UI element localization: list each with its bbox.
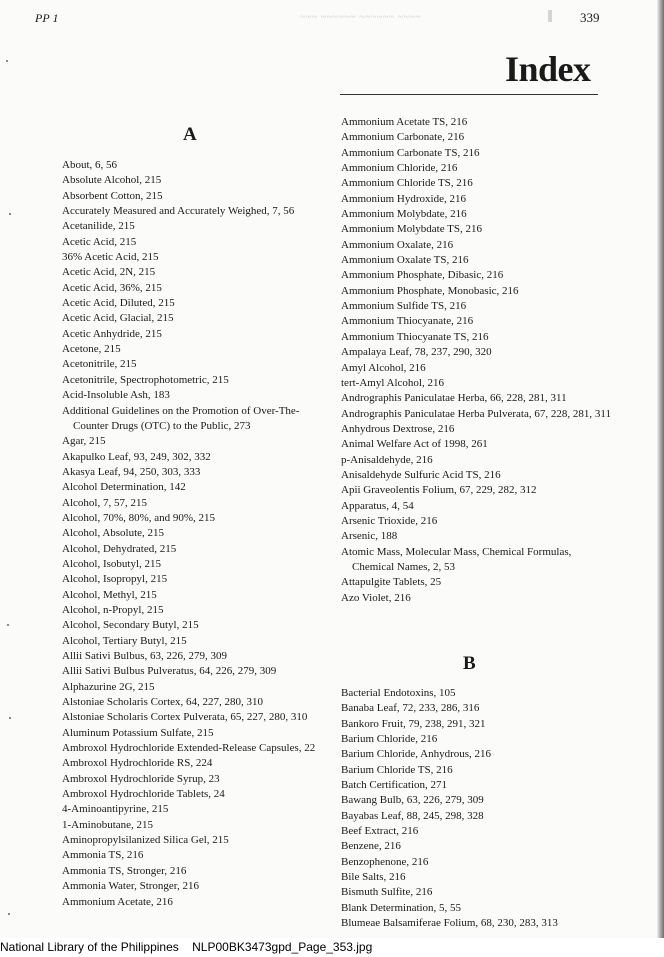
scan-speck	[9, 717, 11, 719]
index-entry: Absorbent Cotton, 215	[62, 189, 163, 202]
index-entry: Alstoniae Scholaris Cortex, 64, 227, 280, 310	[62, 696, 264, 709]
index-entry: Bacterial Endotoxins, 105	[341, 687, 456, 699]
index-entry: Agar, 215	[62, 435, 106, 448]
index-entry: Absolute Alcohol, 215	[62, 174, 162, 187]
index-entry: Blank Determination, 5, 55	[341, 901, 462, 914]
index-entry: Ammonium Carbonate TS, 216	[341, 146, 480, 159]
index-entry: Aluminum Potassium Sulfate, 215	[62, 726, 214, 739]
bleed-through-mark	[548, 10, 552, 22]
index-entry: Ammonia TS, Stronger, 216	[62, 864, 187, 877]
index-column-right-a	[341, 115, 611, 606]
index-entry: Alcohol, Dehydrated, 215	[62, 542, 177, 555]
index-entry: tert-Amyl Alcohol, 216	[341, 376, 444, 389]
index-entry: Alcohol Determination, 142	[62, 481, 186, 494]
scan-speck	[7, 624, 9, 626]
index-entry: p-Anisaldehyde, 216	[341, 453, 433, 466]
index-entry: Bankoro Fruit, 79, 238, 291, 321	[341, 717, 486, 730]
index-entry: Blumeae Balsamiferae Folium, 68, 230, 283, 313	[341, 917, 558, 930]
index-entry: Atomic Mass, Molecular Mass, Chemical Formulas, Chemical Names, 2, 53	[341, 545, 572, 573]
index-entry: Ammonia Water, Stronger, 216	[62, 880, 200, 893]
index-entry: Benzene, 216	[341, 840, 401, 853]
index-column-right-b	[341, 686, 611, 932]
index-entry: Acetone, 215	[62, 343, 121, 356]
index-entry: Azo Violet, 216	[341, 591, 411, 604]
index-entry: Acetanilide, 215	[62, 220, 135, 233]
index-entry: Ammonium Phosphate, Dibasic, 216	[341, 269, 504, 282]
footer-file-name: NLP00BK3473gpd_Page_353.jpg	[192, 940, 373, 954]
index-entry: Ampalaya Leaf, 78, 237, 290, 320	[341, 346, 492, 359]
index-entry: Ammonium Acetate TS, 216	[341, 116, 468, 128]
index-entry: Bayabas Leaf, 88, 245, 298, 328	[341, 809, 484, 822]
index-entry: Ammonium Oxalate, 216	[341, 238, 454, 251]
index-entry: Akasya Leaf, 94, 250, 303, 333	[62, 465, 201, 478]
index-entry: Ammonium Chloride TS, 216	[341, 177, 473, 190]
footer-caption	[0, 940, 372, 954]
index-entry: Ambroxol Hydrochloride Tablets, 24	[62, 788, 225, 801]
index-entry: Accurately Measured and Accurately Weighed, 7, 56	[62, 205, 295, 218]
footer-library: National Library of the Philippines	[0, 940, 179, 954]
index-entry: Acetic Acid, 215	[62, 235, 137, 248]
index-entry: Bawang Bulb, 63, 226, 279, 309	[341, 794, 484, 807]
index-entry: Acetic Acid, Diluted, 215	[62, 297, 175, 310]
page-number: 339	[580, 10, 600, 25]
index-entry: Alcohol, Methyl, 215	[62, 588, 157, 601]
index-entry: Acetic Acid, Glacial, 215	[62, 312, 174, 325]
page-edge-shadow	[657, 0, 664, 938]
index-entry: Akapulko Leaf, 93, 249, 302, 332	[62, 450, 211, 463]
index-entry: Ammonium Thiocyanate TS, 216	[341, 330, 489, 343]
running-head: PP 1	[35, 11, 59, 25]
index-entry: Bismuth Sulfite, 216	[341, 886, 433, 899]
index-entry: Barium Chloride, 216	[341, 733, 438, 746]
index-entry: Alcohol, Isobutyl, 215	[62, 557, 161, 570]
index-entry: Ammonium Thiocyanate, 216	[341, 315, 474, 328]
index-entry: Attapulgite Tablets, 25	[341, 576, 442, 589]
index-entry: Animal Welfare Act of 1998, 261	[341, 438, 488, 451]
index-entry: Andrographis Paniculatae Herba, 66, 228, 281, 311	[341, 392, 567, 405]
index-entry: Alcohol, Absolute, 215	[62, 527, 165, 540]
index-entry: Bile Salts, 216	[341, 871, 406, 884]
index-entry: Ammonium Carbonate, 216	[341, 131, 465, 144]
index-entry: Alcohol, Tertiary Butyl, 215	[62, 634, 187, 647]
scan-speck	[9, 213, 11, 215]
index-entry: Amyl Alcohol, 216	[341, 361, 426, 374]
bleed-through-text: ~~~ ~~~~~~ ~~~~~~ ~~~~	[300, 12, 422, 23]
index-entry: Alstoniae Scholaris Cortex Pulverata, 65, 227, 280, 310	[62, 711, 308, 724]
index-entry: Alphazurine 2G, 215	[62, 680, 155, 693]
index-entry: Allii Sativi Bulbus Pulveratus, 64, 226, 279, 309	[62, 665, 277, 678]
index-entry: Acid-Insoluble Ash, 183	[62, 389, 170, 402]
index-entry: Ambroxol Hydrochloride Extended-Release Capsules, 22	[62, 742, 316, 755]
index-entry: Alcohol, Isopropyl, 215	[62, 573, 168, 586]
index-entry: Barium Chloride, Anhydrous, 216	[341, 748, 492, 761]
index-entry: Acetonitrile, 215	[62, 358, 137, 371]
index-entry: 36% Acetic Acid, 215	[62, 251, 159, 264]
scan-speck	[6, 60, 8, 62]
index-entry: Ammonium Hydroxide, 216	[341, 192, 466, 205]
index-entry: Ammonium Chloride, 216	[341, 162, 458, 175]
index-entry: Arsenic, 188	[341, 530, 398, 543]
index-entry: Ammonium Oxalate TS, 216	[341, 254, 469, 267]
index-entry: Aminopropylsilanized Silica Gel, 215	[62, 834, 229, 847]
index-entry: Ammonium Phosphate, Monobasic, 216	[341, 284, 519, 297]
index-entry: Ammonium Molybdate TS, 216	[341, 223, 482, 236]
index-entry: Arsenic Trioxide, 216	[341, 514, 438, 527]
scan-speck	[8, 913, 10, 915]
index-entry: Acetic Anhydride, 215	[62, 327, 162, 340]
index-entry: Apii Graveolentis Folium, 67, 229, 282, 312	[341, 484, 537, 497]
index-entry: Alcohol, 7, 57, 215	[62, 496, 147, 509]
index-entry: Ammonium Sulfide TS, 216	[341, 300, 467, 313]
page-title: Index	[505, 49, 591, 89]
index-entry: Apparatus, 4, 54	[341, 499, 414, 512]
index-entry: Alcohol, 70%, 80%, and 90%, 215	[62, 511, 216, 524]
index-entry: Ammonium Acetate, 216	[62, 895, 173, 908]
index-column-left	[62, 158, 324, 910]
index-entry: Anisaldehyde Sulfuric Acid TS, 216	[341, 468, 501, 481]
index-entry: Acetic Acid, 2N, 215	[62, 266, 156, 279]
index-entry: Anhydrous Dextrose, 216	[341, 422, 455, 435]
index-entry: Ambroxol Hydrochloride Syrup, 23	[62, 772, 220, 785]
index-entry: Additional Guidelines on the Promotion of Over-The-Counter Drugs (OTC) to the Public, 273	[62, 404, 300, 432]
index-entry: 1-Aminobutane, 215	[62, 818, 154, 831]
index-entry: About, 6, 56	[62, 159, 117, 171]
index-entry: Acetic Acid, 36%, 215	[62, 281, 162, 294]
index-entry: Alcohol, n-Propyl, 215	[62, 603, 164, 616]
title-rule	[340, 94, 598, 95]
index-entry: Ambroxol Hydrochloride RS, 224	[62, 757, 213, 770]
index-entry: Benzophenone, 216	[341, 855, 429, 868]
index-entry: Andrographis Paniculatae Herba Pulverata, 67, 228, 281, 311	[341, 407, 611, 420]
index-entry: Banaba Leaf, 72, 233, 286, 316	[341, 702, 480, 715]
section-heading-b: B	[463, 653, 476, 674]
index-entry: Ammonia TS, 216	[62, 849, 144, 862]
index-entry: Allii Sativi Bulbus, 63, 226, 279, 309	[62, 650, 228, 662]
index-entry: Acetonitrile, Spectrophotometric, 215	[62, 373, 229, 386]
section-heading-a: A	[183, 124, 197, 145]
index-entry: Alcohol, Secondary Butyl, 215	[62, 619, 199, 632]
index-entry: 4-Aminoantipyrine, 215	[62, 803, 169, 816]
index-entry: Ammonium Molybdate, 216	[341, 208, 467, 221]
index-entry: Barium Chloride TS, 216	[341, 763, 453, 776]
index-entry: Beef Extract, 216	[341, 825, 419, 838]
index-entry: Batch Certification, 271	[341, 779, 447, 792]
